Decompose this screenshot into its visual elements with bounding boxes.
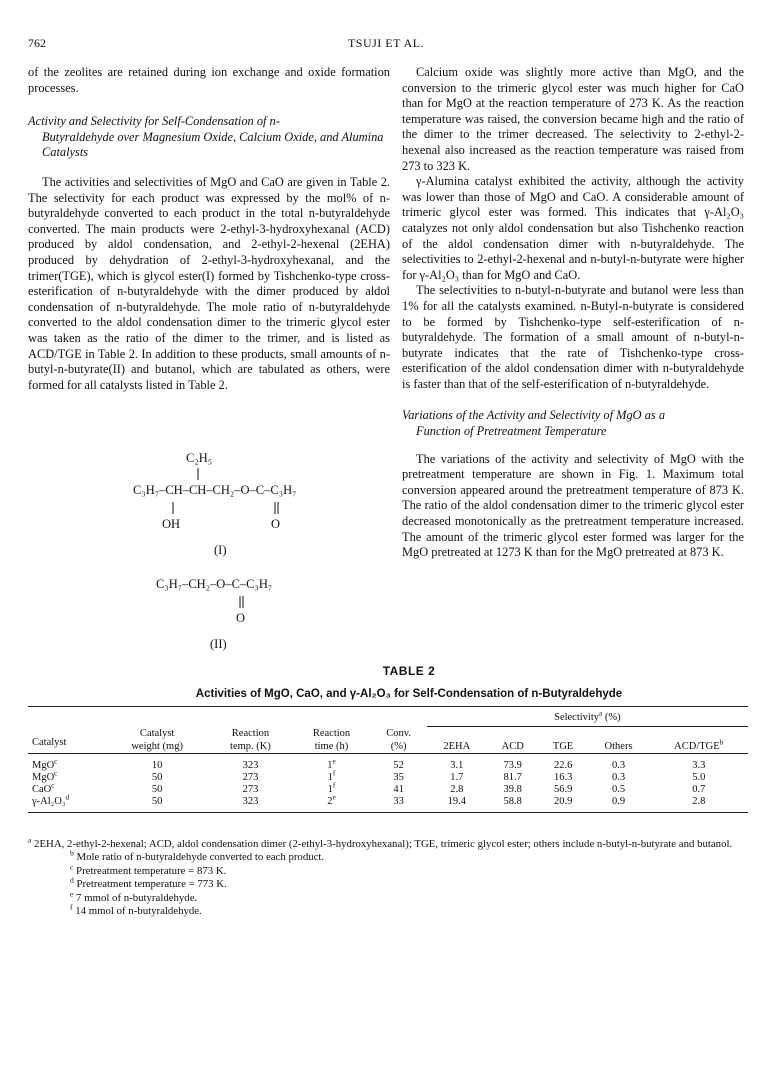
left-column (28, 65, 390, 393)
running-head: TSUJI ET AL. (347, 36, 425, 50)
section-heading-line-2: Function of Pretreatment Temperature (416, 424, 607, 439)
section-heading-pretreatment (402, 408, 744, 439)
col-header-catalyst: Catalyst (32, 736, 67, 748)
table-header-row (28, 727, 748, 754)
right-column (402, 65, 744, 561)
table-label: TABLE 2 (382, 664, 436, 678)
structure-1-chain: C₃H₇–CH–CH–CH₂–O–C–C₃H₇ (133, 483, 297, 497)
structure-1-ethyl: C₂H₅ (186, 451, 213, 465)
selectivity-group-header: Selectivity$^a$ (%) (427, 707, 748, 727)
chemical-structures (28, 450, 390, 665)
section-heading-line-2: Butyraldehyde over Magnesium Oxide, Calcium Oxide, and Alumina Catalysts (42, 129, 384, 160)
col-header-ratio: ACD/TGE$^b$ (674, 737, 724, 752)
page-header (28, 36, 744, 54)
body-paragraph: The activities and selectivities of MgO and CaO are given in Table 2. The selectivity for each product was expressed by the mol% of n-butyraldehyde converted to each product in the total n-butyraldehyde converted. The main products were 2-ethyl-3-hydroxyhexanal (ACD) produced by aldol condensation, and 2-ethyl-2-hexenal (2EHA) produced by dehydration of 2-ethyl-3-hydroxyhexanal, and the trimer(TGE), which is glycol ester(I) formed by Tishchenko-type cross-esterification of n-butyraldehyde with the dimer produced by aldol condensation of n-butyraldehyde. The mole ratio of n-butyraldehyde converted to the aldol condensation dimer to the trimeric glycol ester was taken as the ratio of the dimer to the trimer, and is listed as ACD/TGE in Table 2. In addition to these products, small amounts of n-butyl-n-butyrate(II) and butanol, which are tabulated as others, were formed for all catalysts listed in Table 2. (28, 174, 390, 392)
col-header-weight: Catalyst weight (mg) (131, 727, 183, 752)
footnote: $^a$ 2EHA, 2-ethyl-2-hexenal; ACD, aldol condensation dimer (2-ethyl-3-hydroxyhexanal); TGE, trimeric glycol ester; others include n-butyl-n-butyrate and butanol. (28, 835, 733, 850)
structure-1-label: (I) (214, 543, 227, 557)
footnote: $^f$ 14 mmol of n-butyraldehyde. (70, 902, 202, 918)
col-header-temp: Reaction temp. (K) (230, 727, 271, 752)
section-heading-line-1: Activity and Selectivity for Self-Condensation of n- (28, 114, 280, 129)
table-row: MgO$^c$ 50 273 1$^f$ 35 1.7 81.7 16.3 0.3 5.0 (32, 768, 706, 783)
continued-paragraph: of the zeolites are retained during ion exchange and oxide formation processes. (28, 65, 390, 95)
table-row: γ-Al₂O₃$^d$ 50 323 2e 33 19.4 58.8 20.9 0.9 2.8 (28, 796, 748, 813)
footnote: $^c$ Pretreatment temperature = 873 K. (70, 862, 227, 877)
table-header-row (28, 707, 748, 727)
structure-drawing (28, 450, 390, 665)
body-paragraph: γ-Alumina catalyst exhibited the activity, although the activity was lower than those of MgO and CaO. A considerable amount of trimeric glycol ester was formed. This indicates that γ-Al₂O₃ catalyzes not only aldol condensation but also Tishchenko reaction of the aldol condensation dimer with n-butyraldehyde. The selectivities to 2-ethyl-2-hexenal and n-butyl-n-butyrate were higher for γ-Al₂O₃ than for MgO and CaO. (402, 174, 744, 282)
table-2 (32, 664, 748, 807)
body-paragraph: Calcium oxide was slightly more active than MgO, and the conversion to the trimeric glycol ester was much higher for CaO than for MgO at the reaction temperature of 273 K. As the reaction temperature was raised, the conversion became high and the ratio of the dimer to the trimer decreased. The selectivity to 2-ethyl-2-hexenal also increased as the reaction temperature was raised from 273 to 323 K. (402, 65, 744, 173)
table-caption: Activities of MgO, CaO, and γ-Al₂O₃ for Self-Condensation of n-Butyraldehyde (195, 688, 623, 700)
structure-2-chain: C₃H₇–CH₂–O–C–C₃H₇ (156, 577, 273, 591)
footnote: $^b$ Mole ratio of n-butyraldehyde converted to each product. (70, 848, 325, 864)
section-heading-selectivity (28, 114, 390, 161)
table-row: CaO$^c$ 50 273 1$^f$ 41 2.8 39.8 56.9 0.5 0.7 (32, 780, 706, 795)
col-header-2eha: 2EHA (443, 740, 471, 752)
table-footnotes (28, 835, 744, 918)
body-paragraph: The selectivities to n-butyl-n-butyrate and butanol were less than 1% for all the catalysts examined. n-Butyl-n-butyrate is considered to be formed by Tishchenko-type self-esterification of n-butyraldehyde. The formation of a small amount of n-butyl-n-butyrate indicates that the rate of Tishchenko-type cross-esterification of the aldol condensation dimer with n-butyraldehyde is faster than that of the self-esterification of n-butyraldehyde. (402, 283, 744, 391)
table-row: MgO$^c$ 10 323 1e 52 3.1 73.9 22.6 0.3 3.3 (32, 756, 706, 771)
col-header-others: Others (604, 740, 633, 752)
data-table (28, 706, 748, 813)
structure-2-oxygen: O (236, 611, 246, 625)
footnote: $^e$ 7 mmol of n-butyraldehyde. (70, 889, 198, 904)
structure-1-hydroxyl: OH (162, 517, 181, 531)
col-header-conv: Conv. (%) (386, 727, 411, 752)
col-header-tge: TGE (552, 740, 574, 752)
page-number: 762 (28, 36, 46, 50)
section-heading-line-1: Variations of the Activity and Selectivity of MgO as a (402, 408, 666, 423)
structure-2-label: (II) (210, 637, 227, 651)
col-header-time: Reaction time (h) (312, 727, 351, 752)
structure-1-oxygen: O (271, 517, 281, 531)
col-header-acd: ACD (501, 740, 524, 752)
body-paragraph: The variations of the activity and selectivity of MgO with the pretreatment temperature are shown in Fig. 1. Maximum total conversion appeared around the pretreatment temperature of 873 K. The ratio of the aldol condensation dimer to the trimeric glycol ester decreased monotonically as the pretreatment temperature increased. The amount of the trimeric glycol ester formed was larger for the MgO pretreated at 1273 K than for the MgO pretreated at 873 K. (402, 451, 744, 560)
footnote: $^d$ Pretreatment temperature = 773 K. (70, 875, 227, 891)
